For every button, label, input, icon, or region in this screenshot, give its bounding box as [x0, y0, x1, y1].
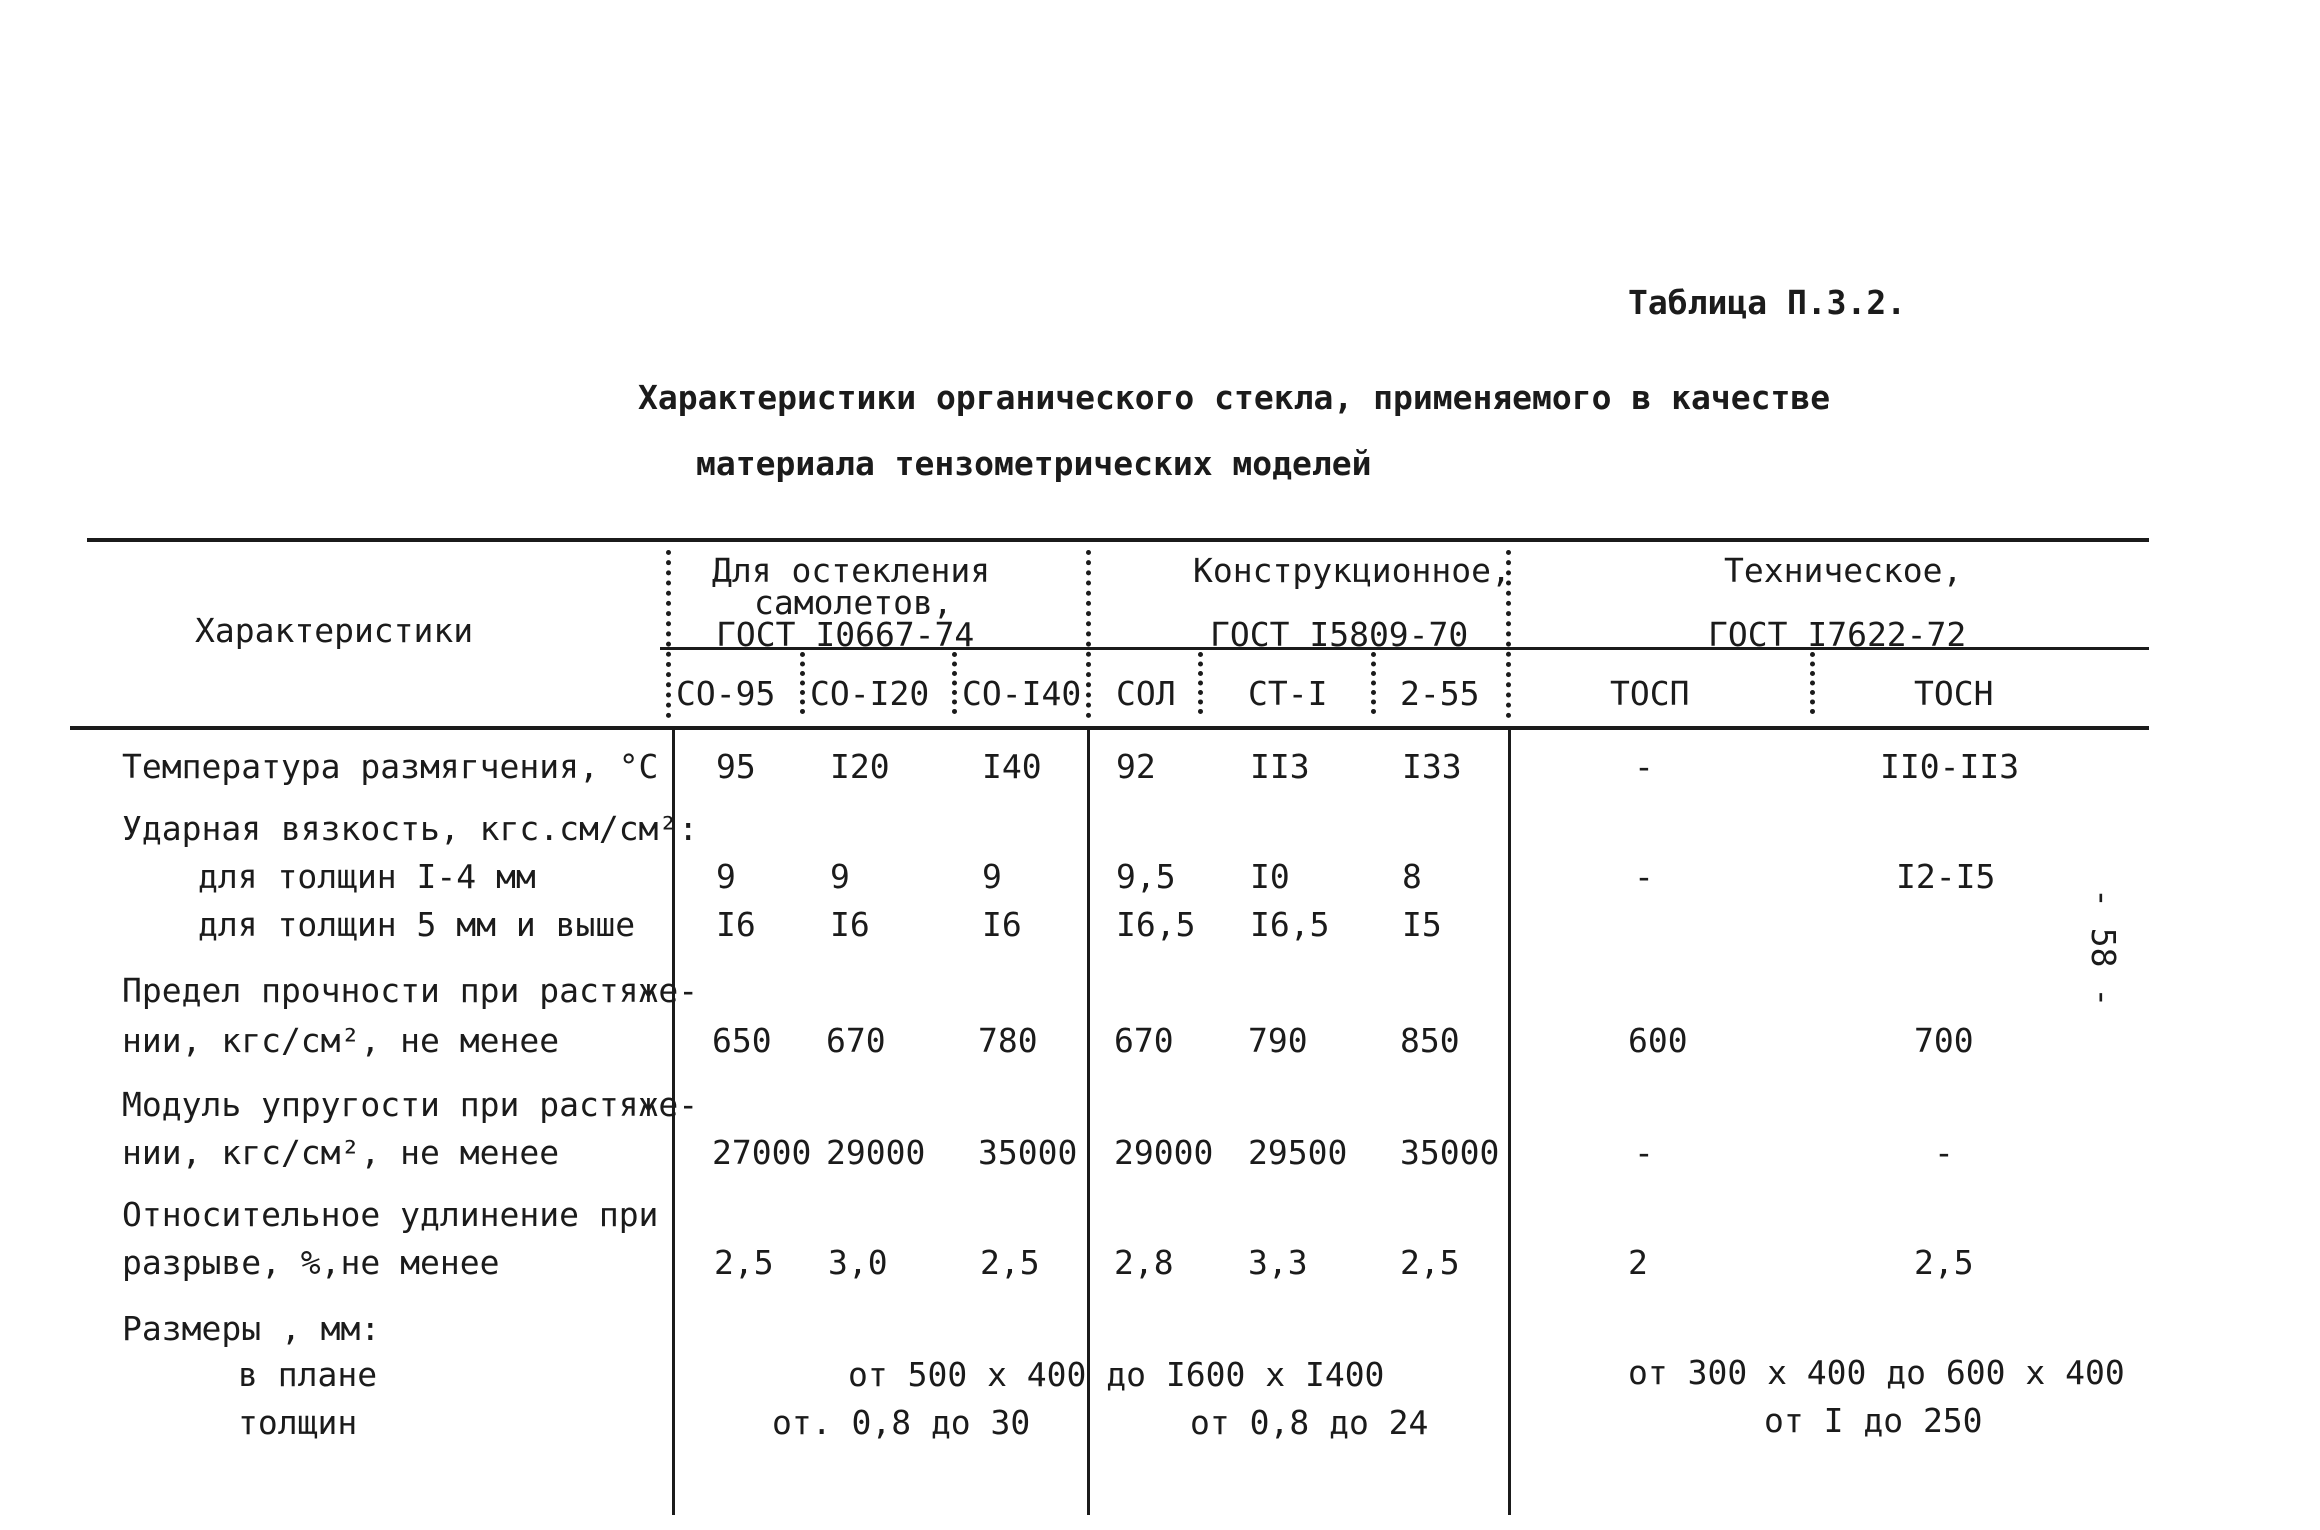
cell: 670 — [1114, 1021, 1174, 1060]
cell: - — [1634, 857, 1654, 896]
cell: 2,8 — [1114, 1243, 1174, 1282]
sizes-thickness-a: от. 0,8 до 30 — [772, 1403, 1031, 1442]
col-header-255: 2-55 — [1400, 674, 1480, 713]
table-number: Таблица П.3.2. — [1628, 283, 1907, 322]
sizes-thickness-b: от 0,8 до 24 — [1190, 1403, 1429, 1442]
subheader-divider-b — [952, 652, 957, 714]
sizes-thickness-label: толщин — [238, 1403, 358, 1442]
subheader-divider-e — [1810, 652, 1815, 714]
row-label-impact: Ударная вязкость, кгс.см/см²: — [122, 809, 699, 848]
table-title-line1: Характеристики органического стекла, применяемого в качестве — [638, 378, 1831, 417]
cell: I6 — [982, 905, 1022, 944]
cell: - — [1634, 1133, 1654, 1172]
group-aircraft-line1: Для остекления — [712, 551, 991, 590]
subheader-divider-a — [800, 652, 805, 714]
col-header-co95: СО-95 — [676, 674, 776, 713]
row-label-impact-thick: для толщин 5 мм и выше — [198, 905, 636, 944]
cell: 9 — [830, 857, 850, 896]
cell: I6 — [716, 905, 756, 944]
cell: - — [1934, 1133, 1954, 1172]
cell: 650 — [712, 1021, 772, 1060]
row-label-elongation-1: Относительное удлинение при — [122, 1195, 659, 1234]
row-label-modulus-2: нии, кгс/см², не менее — [122, 1133, 560, 1172]
cell: I6,5 — [1116, 905, 1196, 944]
cell: 27000 — [712, 1133, 812, 1172]
cell: I20 — [830, 747, 890, 786]
group-aircraft-line3: ГОСТ I0667-74 — [716, 615, 975, 654]
body-divider-3 — [1508, 728, 1511, 1515]
cell: 9,5 — [1116, 857, 1176, 896]
cell: 700 — [1914, 1021, 1974, 1060]
cell: 2,5 — [1400, 1243, 1460, 1282]
cell: 3,0 — [828, 1243, 888, 1282]
row-label-modulus-1: Модуль упругости при растяже- — [122, 1085, 699, 1124]
subheader-divider-d — [1371, 652, 1376, 714]
cell: 2,5 — [1914, 1243, 1974, 1282]
row-label-strength-2: нии, кгс/см², не менее — [122, 1021, 560, 1060]
row-label-elongation-2: разрыве, %,не менее — [122, 1243, 500, 1282]
cell: 600 — [1628, 1021, 1688, 1060]
cell: 9 — [716, 857, 736, 896]
sizes-plan-left: от 500 х 400 до I600 х I400 — [848, 1355, 1385, 1394]
sizes-thickness-right: от I до 250 — [1764, 1401, 1983, 1440]
cell: II0-II3 — [1880, 747, 2020, 786]
cell: 29000 — [826, 1133, 926, 1172]
cell: 29000 — [1114, 1133, 1214, 1172]
col-header-sol: СОЛ — [1116, 674, 1176, 713]
group-construction-line3: ГОСТ I5809-70 — [1210, 615, 1469, 654]
cell: 92 — [1116, 747, 1156, 786]
sizes-plan-label: в плане — [238, 1355, 378, 1394]
row-label-softening: Температура размягчения, °С — [122, 747, 659, 786]
cell: I6,5 — [1250, 905, 1330, 944]
cell: 95 — [716, 747, 756, 786]
cell: 2 — [1628, 1243, 1648, 1282]
cell: I0 — [1250, 857, 1290, 896]
header-bottom-rule — [70, 726, 2149, 730]
cell: 780 — [978, 1021, 1038, 1060]
page-number: - 58 - — [2084, 888, 2123, 1008]
col-header-tosp: ТОСП — [1610, 674, 1690, 713]
cell: I5 — [1402, 905, 1442, 944]
table-title-line2: материала тензометрических моделей — [696, 444, 1372, 483]
cell: 790 — [1248, 1021, 1308, 1060]
col-header-tosn: ТОСН — [1914, 674, 1994, 713]
body-divider-2 — [1087, 728, 1090, 1515]
group-aircraft-line2: самолетов, — [754, 583, 953, 622]
group-technical-line3: ГОСТ I7622-72 — [1708, 615, 1967, 654]
cell: 29500 — [1248, 1133, 1348, 1172]
cell: 850 — [1400, 1021, 1460, 1060]
group-technical-line1: Техническое, — [1724, 551, 1963, 590]
cell: 35000 — [1400, 1133, 1500, 1172]
cell: 3,3 — [1248, 1243, 1308, 1282]
group-construction-line1: Конструкционное, — [1193, 551, 1511, 590]
cell: 9 — [982, 857, 1002, 896]
row-label-impact-thin: для толщин I-4 мм — [198, 857, 536, 896]
subheader-divider-c — [1198, 652, 1203, 714]
table-top-rule — [87, 538, 2149, 542]
header-characteristics: Характеристики — [195, 611, 474, 650]
sizes-label: Размеры , мм: — [122, 1309, 381, 1348]
cell: 8 — [1402, 857, 1422, 896]
cell: 2,5 — [980, 1243, 1040, 1282]
cell: I40 — [982, 747, 1042, 786]
cell: II3 — [1250, 747, 1310, 786]
col-header-co120: СО-I20 — [810, 674, 930, 713]
cell: 670 — [826, 1021, 886, 1060]
cell: I6 — [830, 905, 870, 944]
row-label-strength-1: Предел прочности при растяже- — [122, 971, 699, 1010]
header-divider-1 — [666, 550, 671, 718]
cell: - — [1634, 747, 1654, 786]
header-divider-2 — [1086, 550, 1091, 718]
cell: I33 — [1402, 747, 1462, 786]
col-header-co140: СО-I40 — [962, 674, 1082, 713]
cell: 2,5 — [714, 1243, 774, 1282]
col-header-st1: СТ-I — [1248, 674, 1328, 713]
cell: I2-I5 — [1896, 857, 1996, 896]
sizes-plan-right: от 300 х 400 до 600 х 400 — [1628, 1353, 2125, 1392]
cell: 35000 — [978, 1133, 1078, 1172]
